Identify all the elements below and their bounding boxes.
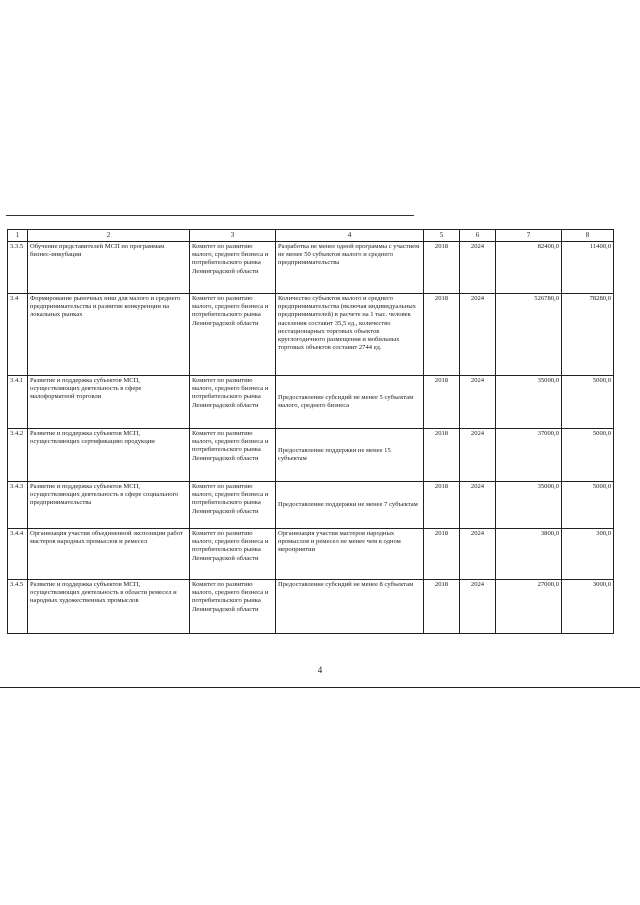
total-amount: 526780,0 bbox=[496, 294, 562, 376]
executor: Комитет по развитию малого, среднего бизнеса и потребительского рынка Ленинградской области bbox=[190, 529, 276, 580]
col-header-2: 2 bbox=[28, 230, 190, 242]
measures-table bbox=[7, 229, 614, 634]
row-number: 3.4 bbox=[8, 294, 28, 376]
table-row bbox=[8, 376, 614, 429]
indicator: Разработка не менее одной программы с участием не менее 50 субъектов малого и среднего предпринимательства bbox=[276, 242, 424, 294]
end-year: 2024 bbox=[460, 580, 496, 634]
measure-name: Развитие и поддержка субъектов МСП, осуществляющих деятельность в сфере малоформатной торговли bbox=[28, 376, 190, 429]
col-header-5: 5 bbox=[424, 230, 460, 242]
regional-amount: 11400,0 bbox=[562, 242, 614, 294]
indicator: Количество субъектов малого и среднего предпринимательства (включая индивидуальных предпринимателей) в расчете на 1 тыс. человек населения составит 35,5 ед., количество нестационарных торговых объектов круглогодичного размещения и мобильных торговых объектов составит 2744 ед. bbox=[276, 294, 424, 376]
start-year: 2018 bbox=[424, 242, 460, 294]
measure-name: Организация участия объединенной экспозиции работ мастеров народных промыслов и ремесел bbox=[28, 529, 190, 580]
row-number: 3.3.5 bbox=[8, 242, 28, 294]
bottom-rule bbox=[0, 687, 640, 688]
total-amount: 37000,0 bbox=[496, 429, 562, 482]
total-amount: 82400,0 bbox=[496, 242, 562, 294]
end-year: 2024 bbox=[460, 482, 496, 529]
row-number: 3.4.3 bbox=[8, 482, 28, 529]
start-year: 2018 bbox=[424, 580, 460, 634]
start-year: 2018 bbox=[424, 429, 460, 482]
executor: Комитет по развитию малого, среднего бизнеса и потребительского рынка Ленинградской области bbox=[190, 294, 276, 376]
table-row bbox=[8, 580, 614, 634]
total-amount: 35000,0 bbox=[496, 376, 562, 429]
total-amount: 35000,0 bbox=[496, 482, 562, 529]
col-header-3: 3 bbox=[190, 230, 276, 242]
start-year: 2018 bbox=[424, 294, 460, 376]
regional-amount: 78280,0 bbox=[562, 294, 614, 376]
end-year: 2024 bbox=[460, 529, 496, 580]
indicator: Предоставление поддержки не менее 15 субъектам bbox=[276, 429, 424, 482]
row-number: 3.4.2 bbox=[8, 429, 28, 482]
measure-name: Развитие и поддержка субъектов МСП, осуществляющих деятельность в сфере социального предпринимательства bbox=[28, 482, 190, 529]
executor: Комитет по развитию малого, среднего бизнеса и потребительского рынка Ленинградской области bbox=[190, 376, 276, 429]
executor: Комитет по развитию малого, среднего бизнеса и потребительского рынка Ленинградской области bbox=[190, 482, 276, 529]
indicator: Предоставление субсидий не менее 8 субъектам bbox=[276, 580, 424, 634]
total-amount: 27000,0 bbox=[496, 580, 562, 634]
col-header-7: 7 bbox=[496, 230, 562, 242]
top-rule bbox=[6, 215, 414, 216]
measure-name: Развитие и поддержка субъектов МСП, осуществляющих деятельность в области ремесел и народных художественных промыслов bbox=[28, 580, 190, 634]
col-header-1: 1 bbox=[8, 230, 28, 242]
col-header-4: 4 bbox=[276, 230, 424, 242]
measure-name: Формирование рыночных ниш для малого и среднего предпринимательства и развитие конкуренции на локальных рынках bbox=[28, 294, 190, 376]
executor: Комитет по развитию малого, среднего бизнеса и потребительского рынка Ленинградской области bbox=[190, 429, 276, 482]
indicator: Организация участия мастеров народных промыслов и ремесел не менее чем в одном мероприятии bbox=[276, 529, 424, 580]
end-year: 2024 bbox=[460, 242, 496, 294]
row-number: 3.4.1 bbox=[8, 376, 28, 429]
measure-name: Развитие и поддержка субъектов МСП, осуществляющих сертификацию продукции bbox=[28, 429, 190, 482]
regional-amount: 5000,0 bbox=[562, 482, 614, 529]
measure-name: Обучение представителей МСП по программам бизнес-инкубации bbox=[28, 242, 190, 294]
total-amount: 3800,0 bbox=[496, 529, 562, 580]
start-year: 2018 bbox=[424, 482, 460, 529]
col-header-8: 8 bbox=[562, 230, 614, 242]
row-number: 3.4.5 bbox=[8, 580, 28, 634]
page-number: 4 bbox=[317, 665, 323, 675]
start-year: 2018 bbox=[424, 376, 460, 429]
executor: Комитет по развитию малого, среднего бизнеса и потребительского рынка Ленинградской области bbox=[190, 242, 276, 294]
start-year: 2018 bbox=[424, 529, 460, 580]
table-row bbox=[8, 294, 614, 376]
row-number: 3.4.4 bbox=[8, 529, 28, 580]
end-year: 2024 bbox=[460, 294, 496, 376]
regional-amount: 300,0 bbox=[562, 529, 614, 580]
table-row bbox=[8, 482, 614, 529]
table-row bbox=[8, 529, 614, 580]
end-year: 2024 bbox=[460, 429, 496, 482]
end-year: 2024 bbox=[460, 376, 496, 429]
regional-amount: 3000,0 bbox=[562, 580, 614, 634]
indicator: Предоставление субсидий не менее 5 субъектам малого, среднего бизнеса bbox=[276, 376, 424, 429]
regional-amount: 5000,0 bbox=[562, 429, 614, 482]
header-row bbox=[8, 230, 614, 242]
executor: Комитет по развитию малого, среднего бизнеса и потребительского рынка Ленинградской области bbox=[190, 580, 276, 634]
col-header-6: 6 bbox=[460, 230, 496, 242]
indicator: Предоставление поддержки не менее 7 субъектам bbox=[276, 482, 424, 529]
table-row bbox=[8, 242, 614, 294]
table-row bbox=[8, 429, 614, 482]
regional-amount: 5000,0 bbox=[562, 376, 614, 429]
